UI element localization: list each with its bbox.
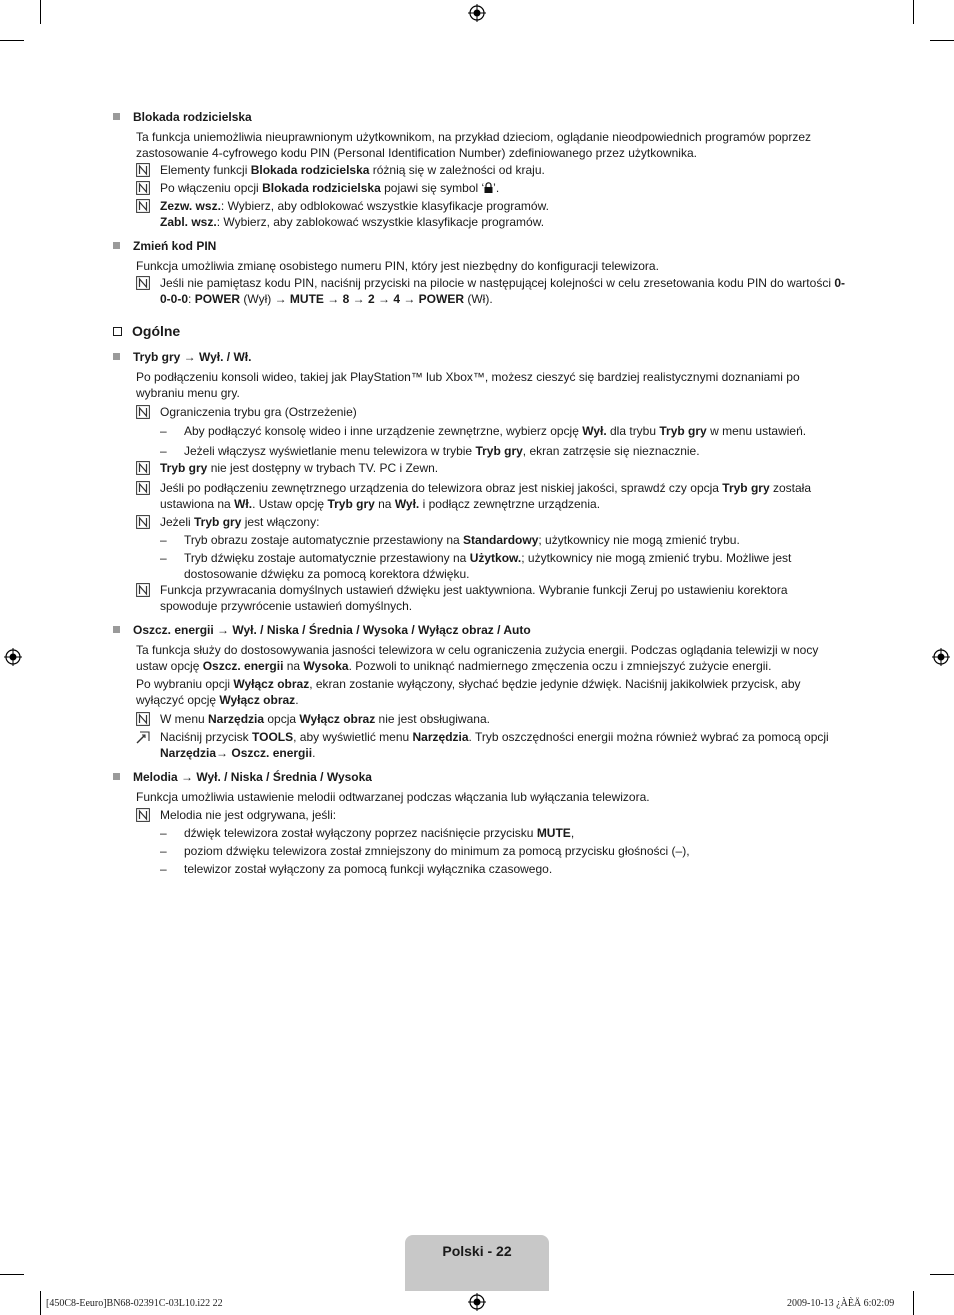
crop-mark — [0, 1274, 24, 1275]
note-icon — [136, 181, 150, 195]
crop-mark — [930, 40, 954, 41]
section-heading-oszcz-energii: Oszcz. energii → Wył. / Niska / Średnia / Wysoka / Wyłącz obraz / Auto — [113, 622, 531, 638]
note-icon — [136, 199, 150, 213]
crop-mark — [40, 1291, 41, 1315]
note-item: Po włączeniu opcji Blokada rodzicielska pojawi się symbol ‘ ’. — [136, 180, 848, 196]
note-item: Jeśli nie pamiętasz kodu PIN, naciśnij przyciski na pilocie w następującej kolejności w celu zresetowania kodu PIN do wartości 0-0-0-0: POWER (Wył) → MUTE → 8 → 2 → 4 → POWER (Wł). — [136, 275, 848, 307]
note-item: Zezw. wsz.: Wybierz, aby odblokować wszystkie klasyfikacje programów. Zabl. wsz.: Wybierz, aby zablokować wszystkie klasyfikacje programów. — [136, 198, 848, 230]
registration-mark-icon — [932, 648, 950, 666]
note-icon — [136, 515, 150, 529]
registration-mark-icon — [4, 648, 22, 666]
dash-item: – poziom dźwięku telewizora został zmniejszony do minimum za pomocą przycisku głośności (–), — [160, 844, 690, 858]
lock-icon — [484, 182, 493, 193]
section-heading-melodia: Melodia → Wył. / Niska / Średnia / Wysoka — [113, 769, 372, 785]
paragraph: Funkcja umożliwia zmianę osobistego numeru PIN, który jest niezbędny do konfiguracji telewizora. — [136, 259, 659, 273]
dash-item: – Tryb obrazu zostaje automatycznie przestawiony na Standardowy; użytkownicy nie mogą zmienić trybu. — [160, 533, 740, 547]
group-heading-ogolne: Ogólne — [113, 323, 180, 339]
note-icon — [136, 461, 150, 475]
square-bullet-icon — [113, 242, 120, 249]
paragraph: Po podłączeniu konsoli wideo, takiej jak PlayStation™ lub Xbox™, możesz cieszyć się bardziej realistycznymi doznaniami po wybraniu menu gry. — [136, 370, 800, 400]
paragraph: Funkcja umożliwia ustawienie melodii odtwarzanej podczas włączania lub wyłączania telewizora. — [136, 790, 650, 804]
note-item: Funkcja przywracania domyślnych ustawień dźwięku jest uaktywniona. Wybranie funkcji Zeruj po ustawieniu korektora spowoduje przywrócenie ustawień domyślnych. — [136, 582, 848, 614]
note-item: Elementy funkcji Blokada rodzicielska różnią się w zależności od kraju. — [136, 162, 848, 178]
registration-mark-icon — [468, 1293, 486, 1311]
note-icon — [136, 712, 150, 726]
section-heading-pin: Zmień kod PIN — [113, 238, 216, 254]
tools-note-item: Naciśnij przycisk TOOLS, aby wyświetlić menu Narzędzia. Tryb oszczędności energii można również wybrać za pomocą opcji Narzędzia→ Oszcz. energii. — [136, 729, 848, 761]
crop-mark — [930, 1274, 954, 1275]
print-info-right: 2009-10-13 ¿ÀÈÄ 6:02:09 — [787, 1298, 895, 1309]
page-number-tab — [405, 1235, 549, 1291]
dash-item: – Aby podłączyć konsolę wideo i inne urządzenie zewnętrzne, wybierz opcję Wył. dla trybu Tryb gry w menu ustawień. — [160, 424, 807, 438]
registration-mark-icon — [468, 4, 486, 22]
note-icon — [136, 481, 150, 495]
paragraph: Ta funkcja uniemożliwia nieuprawnionym użytkownikom, na przykład dzieciom, oglądanie nieodpowiednich programów poprzez zastosowanie 4-cyfrowego kodu PIN (Personal Identification Number) zdefiniowanego przez użytkownika. — [136, 130, 812, 160]
checkbox-bullet-icon — [113, 327, 122, 336]
print-info-left: [450C8-Eeuro]BN68-02391C-03L10.i22 22 — [46, 1298, 223, 1309]
note-icon — [136, 808, 150, 822]
crop-mark — [40, 0, 41, 24]
note-item: Ograniczenia trybu gra (Ostrzeżenie) — [136, 404, 848, 420]
tools-icon — [136, 730, 150, 744]
crop-mark — [913, 0, 914, 24]
dash-item: – dźwięk telewizora został wyłączony poprzez naciśnięcie przycisku MUTE, — [160, 826, 575, 840]
crop-mark — [0, 40, 24, 41]
page-number-label: Polski - 22 — [442, 1243, 512, 1259]
note-icon — [136, 583, 150, 597]
dash-item: – Jeżeli włączysz wyświetlanie menu telewizora w trybie Tryb gry, ekran zatrzęsie się nieznacznie. — [160, 444, 700, 458]
note-icon — [136, 276, 150, 290]
note-item: Jeżeli Tryb gry jest włączony: — [136, 514, 848, 530]
square-bullet-icon — [113, 626, 120, 633]
note-icon — [136, 405, 150, 419]
square-bullet-icon — [113, 353, 120, 360]
note-item: Melodia nie jest odgrywana, jeśli: — [136, 807, 848, 823]
note-item: Jeśli po podłączeniu zewnętrznego urządzenia do telewizora obraz jest niskiej jakości, sprawdź czy opcja Tryb gry została ustawiona na Wł.. Ustaw opcję Tryb gry na Wył. i podłącz zewnętrzne urządzenia. — [136, 480, 848, 512]
note-item: Tryb gry nie jest dostępny w trybach TV. PC i Zewn. — [136, 460, 848, 476]
dash-item: – Tryb dźwięku zostaje automatycznie przestawiony na Użytkow.; użytkownicy nie mogą zmienić trybu. Możliwe jest dostosowanie dźwięku za pomocą korektora dźwięku. — [160, 551, 792, 581]
paragraph: Ta funkcja służy do dostosowywania jasności telewizora w celu ograniczenia zużycia energii. Podczas oglądania telewizji w nocy ustaw opcję Oszcz. energii na Wysoka. Pozwoli to uniknąć nadmiernego zmęczenia oczu i zmniejszyć zużycie energii. — [136, 643, 819, 673]
section-heading-tryb-gry: Tryb gry → Wył. / Wł. — [113, 349, 251, 365]
note-item: W menu Narzędzia opcja Wyłącz obraz nie jest obsługiwana. — [136, 711, 848, 727]
note-icon — [136, 163, 150, 177]
square-bullet-icon — [113, 113, 120, 120]
section-heading-blokada: Blokada rodzicielska — [113, 109, 252, 125]
crop-mark — [913, 1291, 914, 1315]
paragraph: Po wybraniu opcji Wyłącz obraz, ekran zostanie wyłączony, słychać będzie jedynie dźwięk. Naciśnij jakikolwiek przycisk, aby wyłączyć opcję Wyłącz obraz. — [136, 677, 801, 707]
square-bullet-icon — [113, 773, 120, 780]
dash-item: – telewizor został wyłączony za pomocą funkcji wyłącznika czasowego. — [160, 862, 553, 876]
